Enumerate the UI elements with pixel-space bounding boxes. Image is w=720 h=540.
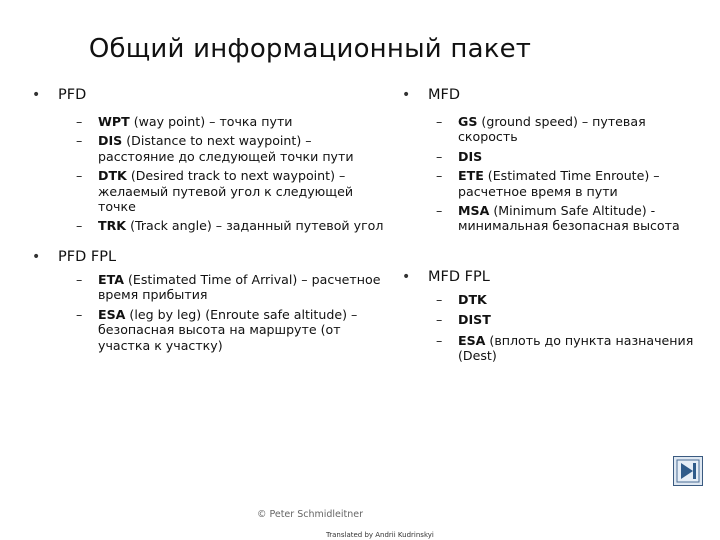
bullet-icon: •	[402, 87, 411, 103]
item-text: (ground speed) – путевая скорость	[458, 114, 646, 145]
dash-icon: –	[436, 203, 443, 219]
section-pfd-heading	[32, 86, 388, 104]
item-text: (Estimated Time of Arrival) – расчетное время прибытия	[98, 272, 381, 303]
item-term: ETE	[458, 168, 484, 184]
dash-icon: –	[436, 168, 443, 184]
list-item	[72, 168, 378, 214]
item-text: (Desired track to next waypoint) – желаемый путевой угол к следующей точке	[98, 168, 354, 215]
list-item	[432, 312, 702, 327]
item-term: DIS	[458, 148, 483, 164]
list-item	[432, 292, 702, 307]
dash-icon: –	[436, 312, 443, 328]
pfd-fpl-heading-text: PFD FPL	[58, 249, 117, 265]
item-term: WPT	[98, 114, 130, 129]
section-pfd-fpl	[32, 248, 388, 353]
item-term: MSA	[458, 203, 490, 219]
last-slide-icon	[674, 457, 702, 485]
dash-icon: –	[76, 133, 83, 149]
copyright-footer: © Peter Schmidleitner	[256, 509, 364, 520]
list-item	[72, 307, 378, 353]
pfd-fpl-item-list	[72, 272, 388, 353]
dash-icon: –	[76, 114, 83, 129]
section-mfd-fpl	[402, 268, 702, 364]
mfd-heading-text: MFD	[428, 87, 461, 103]
list-item	[432, 203, 720, 234]
dash-icon: –	[436, 332, 443, 348]
last-slide-button[interactable]	[673, 456, 703, 486]
section-mfd-heading	[402, 86, 702, 104]
dash-icon: –	[76, 272, 83, 287]
item-term: DTK	[458, 292, 487, 307]
list-item	[432, 149, 702, 164]
dash-icon: –	[76, 218, 83, 234]
item-text: (leg by leg) (Enroute safe altitude) – безопасная высота на маршруте (от участка к участку)	[98, 306, 358, 353]
item-term: DIS	[98, 133, 123, 149]
list-item	[432, 114, 688, 145]
item-term: DTK	[98, 168, 127, 184]
list-item	[432, 168, 698, 199]
translator-footer: Translated by Andrii Kudrinskyi	[326, 531, 434, 539]
list-item	[72, 218, 388, 233]
bullet-icon: •	[32, 249, 41, 265]
list-item	[432, 333, 720, 364]
bullet-icon: •	[402, 269, 411, 285]
item-term: GS	[458, 114, 478, 129]
item-text: (вплоть до пункта назначения (Dest)	[458, 332, 694, 364]
list-item	[72, 114, 388, 129]
item-text: (Track angle) – заданный путевой угол	[126, 218, 384, 234]
item-text: (Minimum Safe Altitude) - минимальная безопасная высота	[458, 203, 680, 234]
bullet-icon: •	[32, 87, 41, 103]
section-mfd	[402, 86, 702, 234]
dash-icon: –	[436, 114, 443, 129]
mfd-fpl-item-list	[432, 292, 702, 364]
dash-icon: –	[436, 148, 443, 164]
dash-icon: –	[76, 306, 83, 322]
mfd-fpl-heading-text: MFD FPL	[428, 269, 490, 285]
section-mfd-fpl-heading	[402, 268, 702, 286]
pfd-item-list	[72, 114, 388, 234]
dash-icon: –	[436, 292, 443, 307]
item-text: (Distance to next waypoint) – расстояние до следующей точки пути	[98, 133, 354, 164]
item-term: TRK	[98, 218, 127, 234]
list-item	[72, 133, 378, 164]
item-term: ESA	[458, 332, 486, 348]
section-pfd	[32, 86, 388, 234]
slide-title: Общий информационный пакет	[88, 34, 532, 64]
list-item	[72, 272, 388, 303]
dash-icon: –	[76, 168, 83, 184]
pfd-heading-text: PFD	[58, 87, 87, 103]
mfd-item-list	[432, 114, 702, 234]
item-text: (Estimated Time Enroute) – расчетное время в пути	[458, 168, 660, 199]
item-text: (way point) – точка пути	[129, 114, 293, 129]
item-term: ETA	[98, 272, 124, 287]
section-pfd-fpl-heading	[32, 248, 388, 266]
item-term: ESA	[98, 306, 126, 322]
item-term: DIST	[458, 312, 491, 328]
